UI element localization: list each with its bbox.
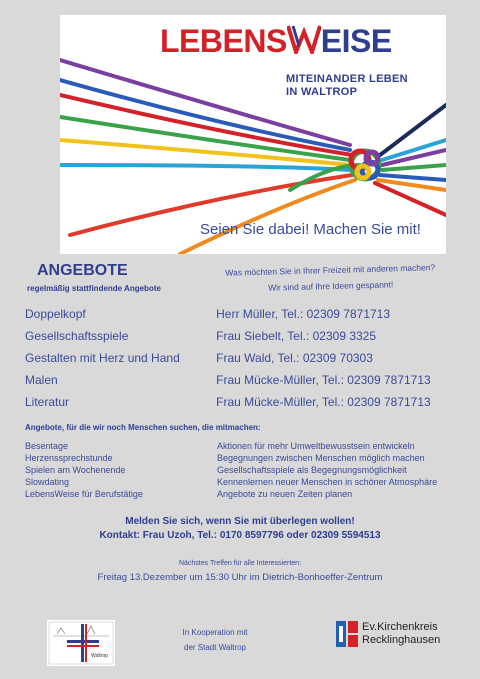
contact-line: Kontakt: Frau Uzoh, Tel.: 0170 8597796 oder 02309 5594513 xyxy=(99,530,381,541)
logo-tagline-line-2: IN WALTROP xyxy=(286,86,358,98)
offer-row xyxy=(25,351,465,373)
need-row xyxy=(25,453,470,465)
need-title: Slowdating xyxy=(25,477,70,487)
question-line-2: Wir sind auf Ihre Ideen gespannt! xyxy=(267,279,394,293)
need-description: Kennenlernen neuer Menschen in schöner Atmosphäre xyxy=(217,477,438,487)
logo-tagline xyxy=(286,73,408,99)
need-row xyxy=(25,441,470,453)
offer-row xyxy=(25,329,465,351)
logo-word-right: EISE xyxy=(320,23,392,59)
needs-heading: Angebote, für die wir noch Menschen suchen, die mitmachen: xyxy=(25,423,261,432)
offer-contact: Frau Mücke-Müller, Tel.: 02309 7871713 xyxy=(216,373,431,387)
cooperation-note xyxy=(175,625,255,655)
ideas-question xyxy=(208,259,454,297)
offer-contact: Frau Siebelt, Tel.: 02309 3325 xyxy=(216,329,377,343)
logo-w-mark xyxy=(287,24,321,54)
offer-row xyxy=(25,395,465,417)
need-row xyxy=(25,477,470,489)
offer-name: Gestalten mit Herz und Hand xyxy=(25,351,180,365)
need-description: Angebote zu neuen Zeiten planen xyxy=(217,489,353,499)
slogan: Seien Sie dabei! Machen Sie mit! xyxy=(200,221,421,238)
need-description: Aktionen für mehr Umweltbewusstsein entwickeln xyxy=(217,441,415,451)
kirchenkreis-logo xyxy=(336,621,466,649)
need-row xyxy=(25,489,470,501)
offers-list xyxy=(25,307,465,417)
logo-tagline-line-1: MITEINANDER LEBEN xyxy=(286,73,408,85)
kk-line-2: Recklinghausen xyxy=(362,634,441,646)
coop-line-2: der Stadt Waltrop xyxy=(184,643,246,652)
need-row xyxy=(25,465,470,477)
angebote-subtitle: regelmäßig stattfindende Angebote xyxy=(27,284,161,293)
church-cross-icon xyxy=(47,620,115,666)
offer-name: Gesellschaftsspiele xyxy=(25,329,129,343)
offer-row xyxy=(25,373,465,395)
needs-list xyxy=(25,441,470,501)
offer-name: Doppelkopf xyxy=(25,307,86,321)
need-title: Herzenssprechstunde xyxy=(25,453,113,463)
offer-name: Literatur xyxy=(25,395,70,409)
angebote-title: ANGEBOTE xyxy=(37,262,128,279)
hero-image xyxy=(60,15,446,254)
question-line-1: Was möchten Sie in Ihrer Freizeit mit anderen machen? xyxy=(225,262,436,278)
offer-contact: Frau Mücke-Müller, Tel.: 02309 7871713 xyxy=(216,395,431,409)
coop-line-1: In Kooperation mit xyxy=(182,628,248,637)
church-logo-text: Waltrop xyxy=(91,653,109,659)
need-title: Besentage xyxy=(25,441,69,451)
call-to-action: Melden Sie sich, wenn Sie mit überlegen wollen! xyxy=(125,516,355,527)
need-description: Begegnungen zwischen Menschen möglich machen xyxy=(217,453,425,463)
kk-line-1: Ev.Kirchenkreis xyxy=(362,621,438,633)
meeting-details: Freitag 13.Dezember um 15:30 Uhr im Dietrich-Bonhoeffer-Zentrum xyxy=(97,572,383,583)
offer-contact: Herr Müller, Tel.: 02309 7871713 xyxy=(216,307,391,321)
logo-word-left: LEBENS xyxy=(160,23,287,59)
lebensweise-logo xyxy=(160,23,392,60)
offer-name: Malen xyxy=(25,373,58,387)
kirchenkreis-text xyxy=(362,621,440,647)
need-title: LebensWeise für Berufstätige xyxy=(25,489,143,499)
need-description: Gesellschaftsspiele als Begegnungsmöglichkeit xyxy=(217,465,407,475)
need-title: Spielen am Wochenende xyxy=(25,465,126,475)
offer-contact: Frau Wald, Tel.: 02309 70303 xyxy=(216,351,373,365)
kirchenkreis-mark-icon xyxy=(336,621,358,647)
rope-knot xyxy=(351,151,379,179)
church-waltrop-logo xyxy=(47,620,115,666)
meeting-label: Nächstes Treffen für alle Interessierten: xyxy=(178,560,302,567)
offer-row xyxy=(25,307,465,329)
